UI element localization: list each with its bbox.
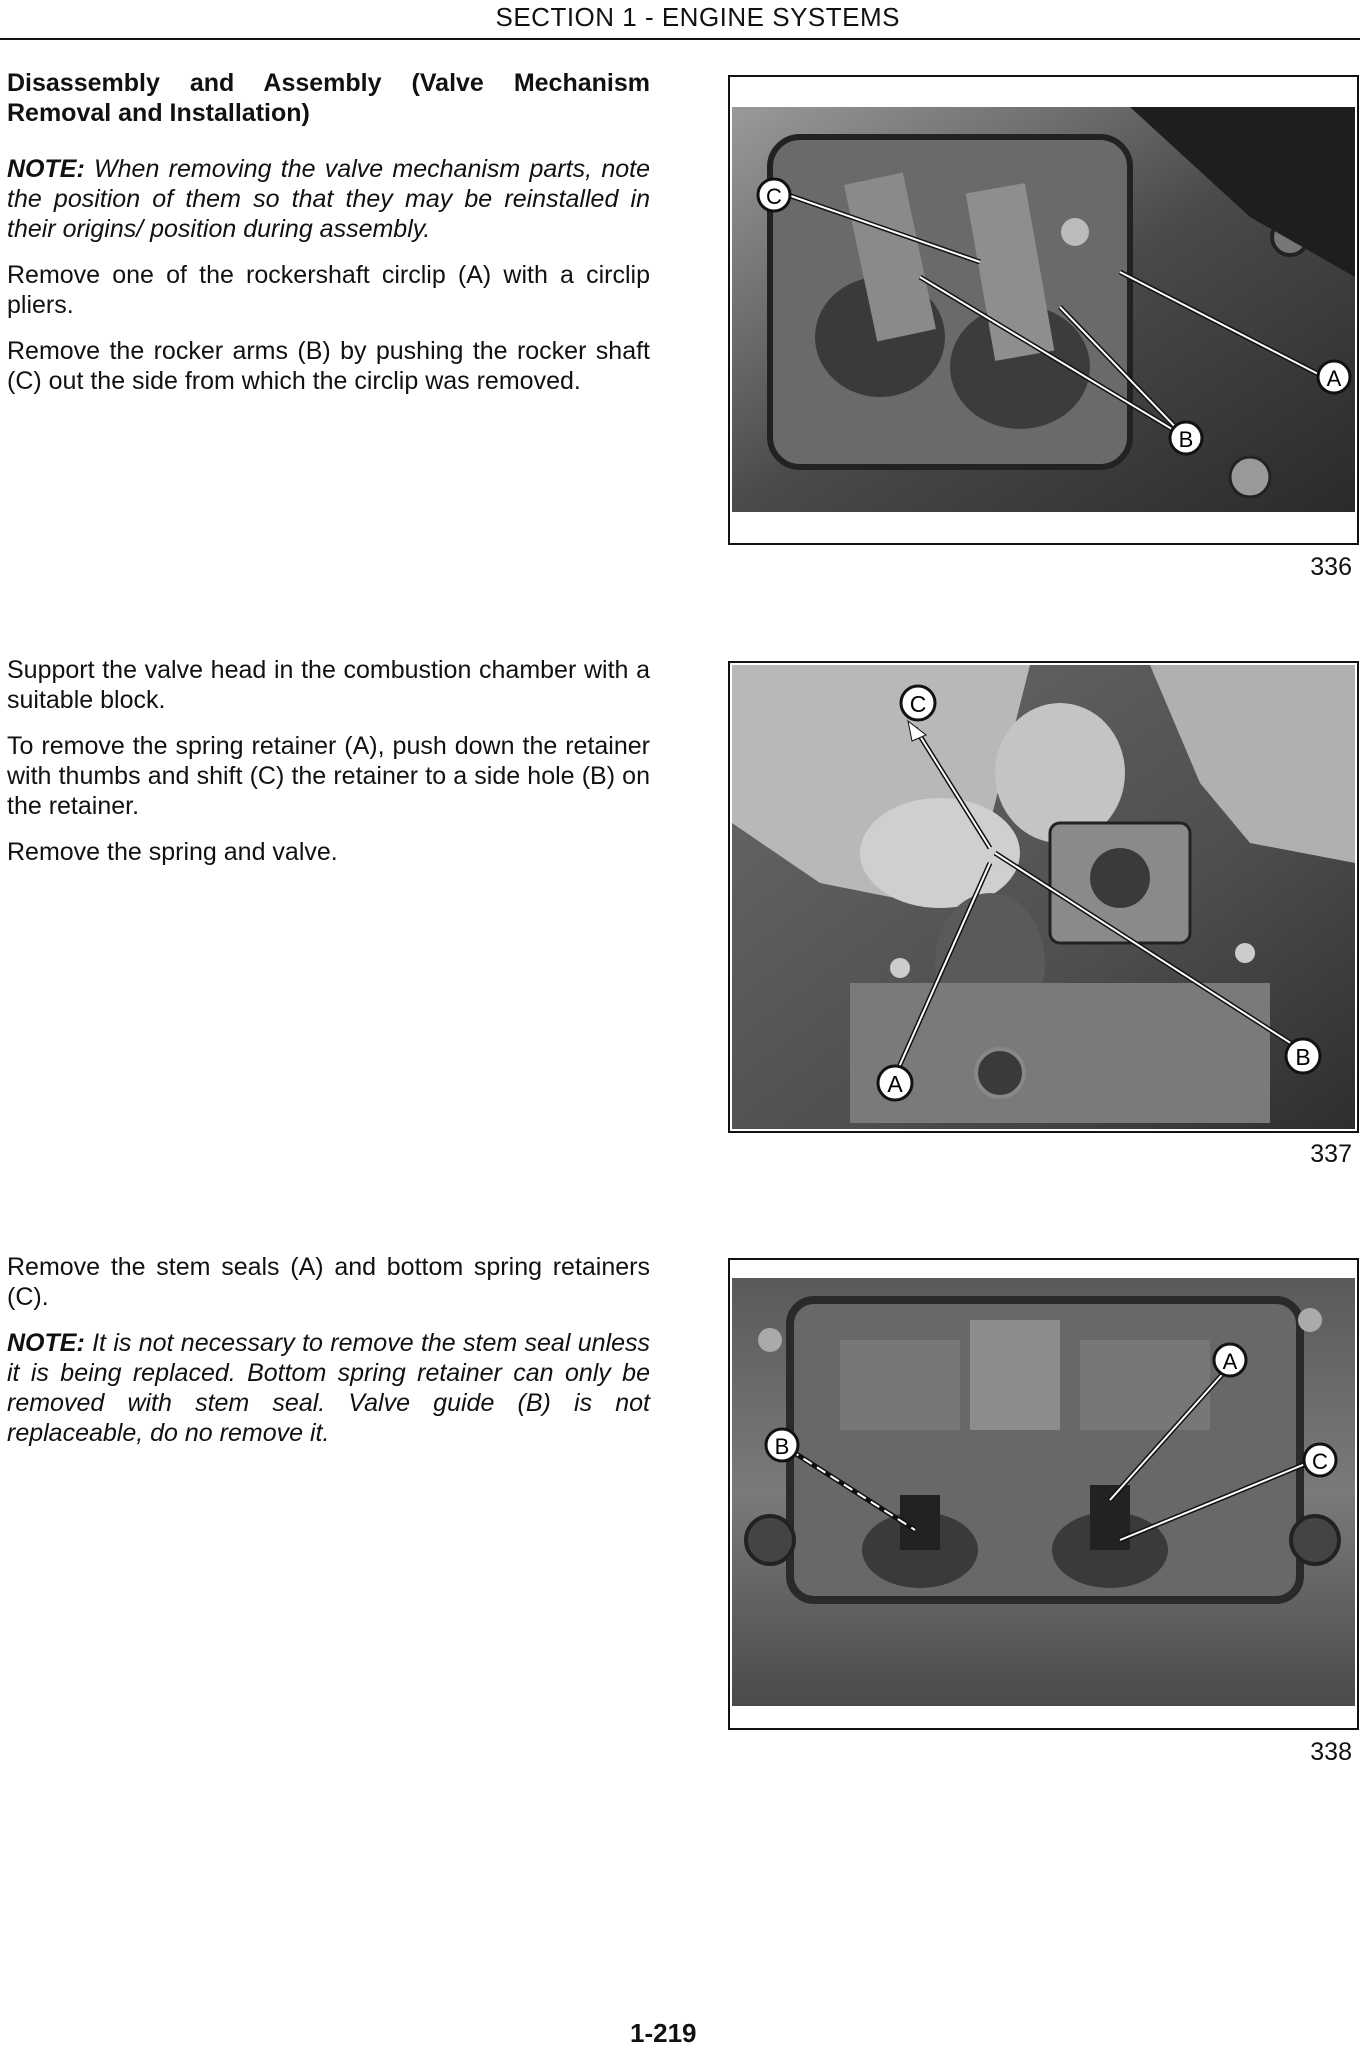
note-2 [7, 1328, 650, 1448]
section-heading: Disassembly and Assembly (Valve Mechanism Removal and Installation) [7, 69, 650, 127]
svg-text:A: A [1222, 1349, 1238, 1374]
paragraph: Remove one of the rockershaft circlip (A) with a circlip pliers. [7, 261, 650, 319]
svg-text:B: B [1295, 1044, 1311, 1070]
callout-c [1304, 1444, 1336, 1476]
block-3-text [7, 1252, 650, 1464]
figure-337-number: 337 [1310, 1140, 1352, 1168]
callout-c [901, 686, 935, 720]
figure-336-frame [728, 75, 1359, 545]
paragraph: Support the valve head in the combustion chamber with a suitable block. [7, 656, 650, 714]
paragraph: To remove the spring retainer (A), push down the retainer with thumbs and shift (C) the retainer to a side hole (B) on the retainer. [7, 732, 650, 820]
svg-text:A: A [1326, 366, 1342, 391]
callout-b [766, 1429, 798, 1461]
figure-338-photo [730, 1260, 1357, 1728]
page-number: 1-219 [630, 2018, 697, 2048]
callout-a [878, 1066, 912, 1100]
note-label: NOTE: [7, 155, 85, 183]
note-label: NOTE: [7, 1329, 85, 1357]
note-text: It is not necessary to remove the stem seal unless it is being replaced. Bottom spring retainer can only be removed with stem seal. Valve guide (B) is not replaceable, do no remove it. [7, 1329, 650, 1447]
svg-text:B: B [1178, 427, 1194, 452]
svg-text:B: B [774, 1434, 790, 1459]
figure-338-frame [728, 1258, 1359, 1730]
svg-text:C: C [1312, 1449, 1328, 1474]
figure-336-number: 336 [1310, 553, 1352, 581]
paragraph: Remove the rocker arms (B) by pushing the rocker shaft (C) out the side from which the circlip was removed. [7, 337, 650, 395]
callout-b [1170, 422, 1202, 454]
callout-c [758, 179, 790, 211]
note-text: When removing the valve mechanism parts, note the position of them so that they may be reinstalled in their origins/ position during assembly. [7, 155, 650, 243]
svg-text:C: C [909, 691, 927, 717]
figure-337-photo [730, 663, 1357, 1131]
section-title: SECTION 1 - ENGINE SYSTEMS [495, 2, 900, 32]
block-2-text [7, 655, 650, 883]
callout-b [1286, 1039, 1320, 1073]
block-1-text [7, 68, 650, 412]
callout-a [1318, 361, 1350, 393]
paragraph: Remove the stem seals (A) and bottom spring retainers (C). [7, 1253, 650, 1311]
figure-338-number: 338 [1310, 1738, 1352, 1766]
note-1 [7, 154, 650, 244]
paragraph: Remove the spring and valve. [7, 838, 338, 866]
figure-337-frame [728, 661, 1359, 1133]
svg-text:A: A [887, 1071, 903, 1097]
figure-336-photo [730, 77, 1357, 543]
svg-text:C: C [766, 184, 782, 209]
page-header [0, 0, 1360, 40]
callout-a [1214, 1344, 1246, 1376]
